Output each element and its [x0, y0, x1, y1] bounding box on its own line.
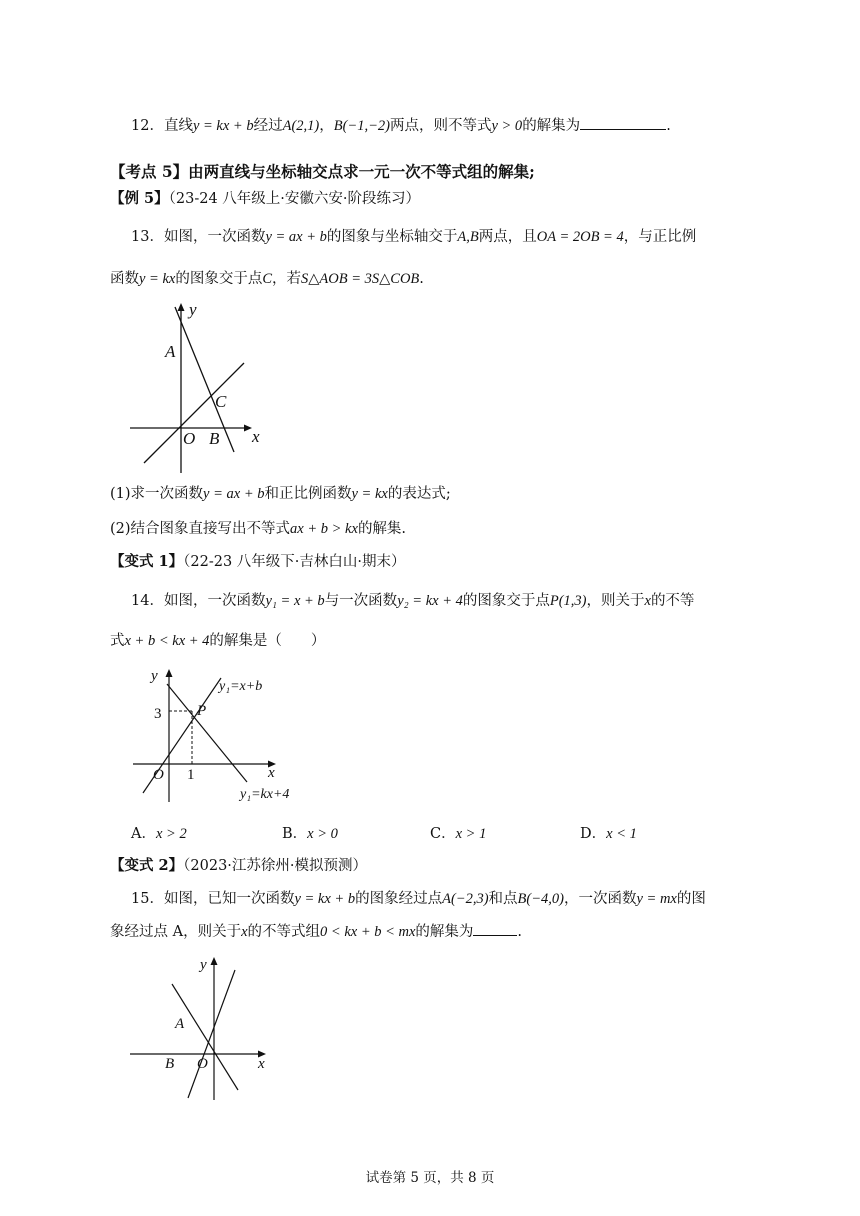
label-o: O [197, 1056, 208, 1072]
question-12: 12．直线y = kx + b经过A(2,1)，B(−1,−2)两点，则不等式y > 0的解集为 . [131, 115, 671, 137]
figure-14 [125, 660, 315, 810]
label-y: y [151, 668, 158, 684]
q12-point-b: B(−1,−2) [333, 118, 390, 134]
label-y: y [200, 957, 207, 973]
question-14-line1: 14．如图，一次函数y₁ = x + b与一次函数y₂ = kx + 4的图象交于点P(1,3)，则关于x的不等 [131, 593, 695, 609]
line-oc [144, 363, 244, 463]
question-15-line2: 象经过点 A，则关于x的不等式组0 < kx + b < mx的解集为 . [110, 921, 522, 943]
example-header: 【例 5】（23-24 八年级上·安徽六安·阶段练习） [110, 190, 421, 207]
label-p: P [197, 703, 207, 719]
label-1: 1 [187, 767, 195, 783]
label-o: O [153, 767, 164, 783]
answer-blank [473, 921, 517, 936]
label-x: x [268, 765, 275, 781]
label-b: B [209, 429, 220, 448]
label-a: A [165, 342, 176, 361]
option-b[interactable]: B．x > 0 [282, 826, 338, 842]
question-13-line2: 函数y = kx的图象交于点C，若S△AOB = 3S△COB. [110, 271, 424, 287]
label-o: O [183, 429, 196, 448]
option-a[interactable]: A．x > 2 [131, 826, 187, 842]
variant-1-header: 【变式 1】（22-23 八年级下·吉林白山·期末） [110, 553, 406, 570]
y-axis-arrow [211, 957, 218, 965]
variant-2-header: 【变式 2】（2023·江苏徐州·模拟预测） [110, 857, 368, 874]
label-a: A [175, 1016, 185, 1032]
question-13-part1: (1)求一次函数y = ax + b和正比例函数y = kx的表达式; [110, 486, 451, 502]
option-d[interactable]: D．x < 1 [580, 826, 637, 842]
label-y: y [189, 300, 197, 319]
label-b: B [165, 1056, 175, 1072]
x-axis-arrow [244, 425, 252, 432]
label-line2: y₁=kx+4 [240, 787, 290, 802]
label-3: 3 [154, 706, 162, 722]
q12-inequality: y > 0 [491, 118, 523, 134]
label-line1: y₁=x+b [219, 679, 263, 694]
question-13-line1: 13．如图，一次函数y = ax + b的图象与坐标轴交于A,B两点，且OA = 2OB = 4，与正比例 [131, 229, 697, 245]
q12-equation: y = kx + b [192, 118, 254, 134]
label-c: C [215, 392, 227, 411]
line-kx-plus-b [172, 984, 238, 1090]
page-footer: 试卷第 5 页，共 8 页 [365, 1170, 495, 1186]
figure-15 [125, 952, 285, 1102]
q12-point-a: A(2,1) [282, 118, 320, 134]
label-x: x [252, 427, 260, 446]
answer-blank [580, 115, 666, 130]
y-axis-arrow [166, 669, 173, 677]
label-x: x [258, 1056, 265, 1072]
line-y-mx [188, 970, 235, 1098]
question-14-line2: 式x + b < kx + 4的解集是（ ） [110, 633, 326, 649]
option-c[interactable]: C．x > 1 [430, 826, 487, 842]
section-heading: 【考点 5】由两直线与坐标轴交点求一元一次不等式组的解集; [110, 162, 535, 181]
question-15-line1: 15．如图，已知一次函数y = kx + b的图象经过点A(−2,3)和点B(−4,0)，一次函数y = mx的图 [131, 891, 706, 907]
question-13-part2: (2)结合图象直接写出不等式ax + b > kx的解集. [110, 521, 407, 537]
figure-13 [125, 295, 285, 475]
y-axis-arrow [178, 303, 185, 311]
